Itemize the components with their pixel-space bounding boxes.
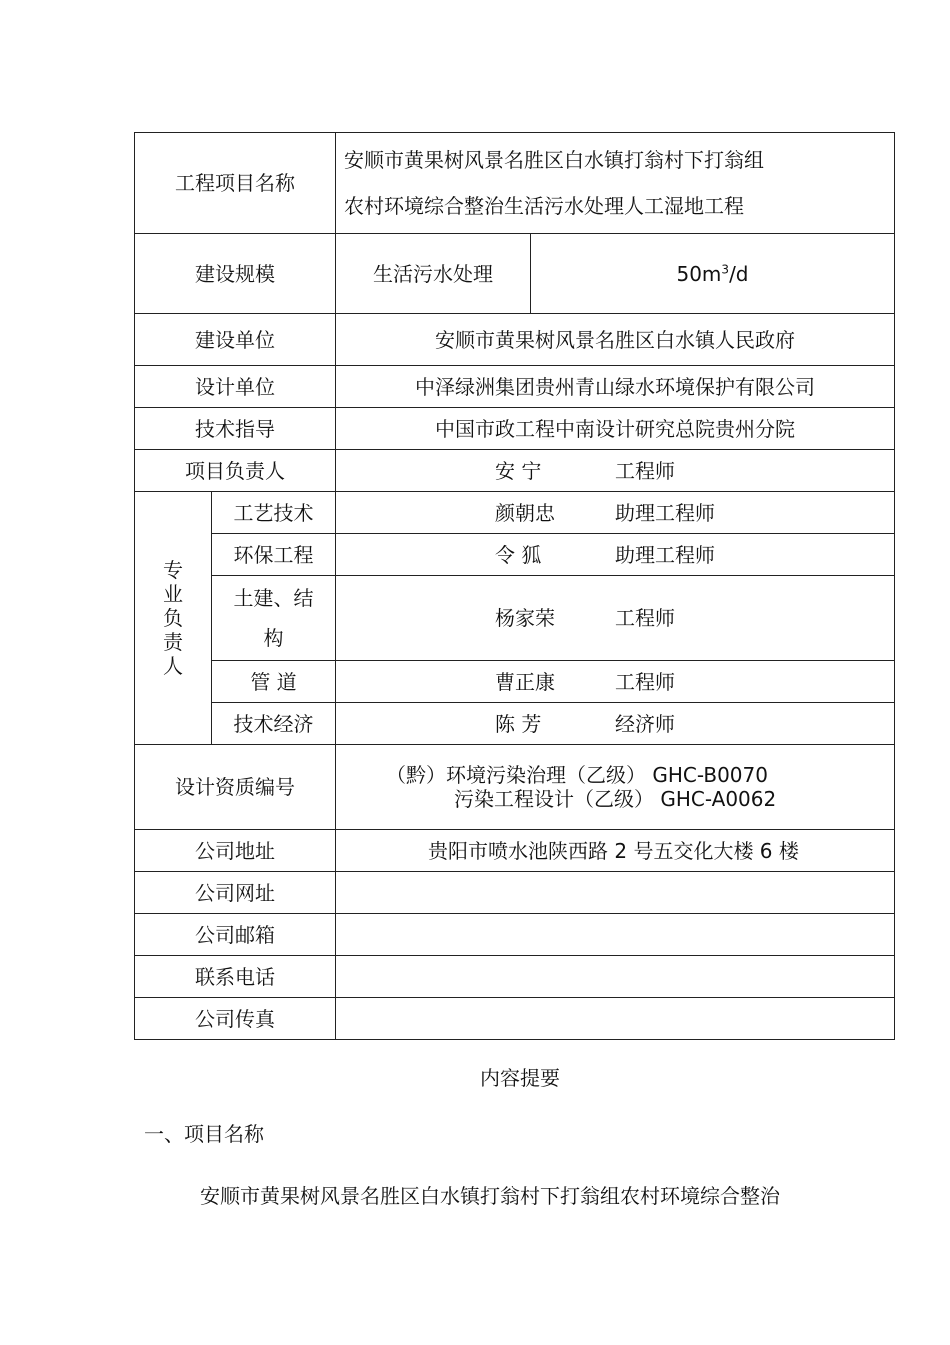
- phone-value: [336, 956, 895, 998]
- scale-superscript: 3: [721, 261, 730, 276]
- summary-heading: 内容提要: [480, 1066, 560, 1090]
- specialist-field-line2: 构: [263, 626, 284, 650]
- row-designer: [135, 366, 895, 408]
- row-address: [135, 830, 895, 872]
- qualification-line2: 污染工程设计（乙级） GHC-A0062: [454, 787, 777, 811]
- tech-guide-value: 中国市政工程中南设计研究总院贵州分院: [336, 408, 895, 450]
- row-project-manager: [135, 450, 895, 492]
- specialist-field: 环保工程: [212, 534, 336, 576]
- specialist-person: [336, 576, 895, 661]
- website-label: 公司网址: [135, 872, 336, 914]
- qualification-value: [336, 745, 895, 830]
- fax-label: 公司传真: [135, 998, 336, 1040]
- specialist-field: 管 道: [212, 661, 336, 703]
- row-specialist-3: [135, 661, 895, 703]
- address-label: 公司地址: [135, 830, 336, 872]
- specialist-name: 杨家荣: [495, 606, 555, 630]
- specialist-title: 助理工程师: [615, 500, 715, 525]
- row-owner: [135, 314, 895, 366]
- specialist-person: [336, 661, 895, 703]
- row-specialist-1: [135, 534, 895, 576]
- qualification-line1: （黔）环境污染治理（乙级） GHC-B0070: [386, 763, 768, 787]
- row-tech-guide: [135, 408, 895, 450]
- scale-label: 建设规模: [135, 234, 336, 314]
- specialist-group-label: [135, 492, 212, 745]
- pm-title: 工程师: [615, 458, 675, 483]
- owner-value: 安顺市黄果树风景名胜区白水镇人民政府: [336, 314, 895, 366]
- specialist-name: 陈 芳: [495, 711, 542, 736]
- website-value: [336, 872, 895, 914]
- row-fax: [135, 998, 895, 1040]
- section-title-project-name: 一、项目名称: [144, 1122, 264, 1146]
- specialist-char: 责: [163, 630, 183, 654]
- owner-label: 建设单位: [135, 314, 336, 366]
- specialist-char: 人: [163, 654, 183, 678]
- specialist-title: 经济师: [615, 711, 675, 736]
- tech-guide-label: 技术指导: [135, 408, 336, 450]
- row-scale: [135, 234, 895, 314]
- row-specialist-0: [135, 492, 895, 534]
- specialist-title: 助理工程师: [615, 542, 715, 567]
- email-value: [336, 914, 895, 956]
- scale-value: [531, 234, 895, 314]
- specialist-person: [336, 703, 895, 745]
- row-specialist-2: [135, 576, 895, 661]
- row-website: [135, 872, 895, 914]
- fax-value: [336, 998, 895, 1040]
- pm-value: [336, 450, 895, 492]
- project-name-line2: 农村环境综合整治生活污水处理人工湿地工程: [344, 194, 744, 218]
- specialist-name: 颜朝忠: [495, 500, 555, 525]
- pm-name: 安 宁: [495, 458, 542, 483]
- email-label: 公司邮箱: [135, 914, 336, 956]
- specialist-name: 曹正康: [495, 669, 555, 694]
- qualification-label: 设计资质编号: [135, 745, 336, 830]
- row-qualification: [135, 745, 895, 830]
- specialist-field-line1: 土建、结: [233, 586, 314, 610]
- specialist-char: 业: [163, 582, 183, 606]
- specialist-char: 专: [163, 558, 183, 582]
- specialist-field: 工艺技术: [212, 492, 336, 534]
- row-phone: [135, 956, 895, 998]
- scale-type: 生活污水处理: [336, 234, 531, 314]
- row-email: [135, 914, 895, 956]
- specialist-title: 工程师: [615, 669, 675, 694]
- specialist-field: 技术经济: [212, 703, 336, 745]
- specialist-field: [212, 576, 336, 661]
- pm-label: 项目负责人: [135, 450, 336, 492]
- specialist-person: [336, 534, 895, 576]
- project-info-table: [134, 132, 895, 1040]
- phone-label: 联系电话: [135, 956, 336, 998]
- project-name-line1: 安顺市黄果树风景名胜区白水镇打翁村下打翁组: [344, 148, 764, 172]
- project-name-paragraph: 安顺市黄果树风景名胜区白水镇打翁村下打翁组农村环境综合整治: [200, 1184, 780, 1208]
- address-value: 贵阳市喷水池陕西路 2 号五交化大楼 6 楼: [336, 830, 895, 872]
- designer-label: 设计单位: [135, 366, 336, 408]
- specialist-title: 工程师: [615, 606, 675, 630]
- designer-value: 中泽绿洲集团贵州青山绿水环境保护有限公司: [336, 366, 895, 408]
- project-name-label: 工程项目名称: [135, 133, 336, 234]
- project-name-value: [336, 133, 895, 234]
- specialist-name: 令 狐: [495, 542, 542, 567]
- row-project-name: [135, 133, 895, 234]
- specialist-char: 负: [163, 606, 183, 630]
- row-specialist-4: [135, 703, 895, 745]
- scale-unit: /d: [729, 261, 749, 286]
- scale-number: 50m: [676, 261, 722, 286]
- specialist-person: [336, 492, 895, 534]
